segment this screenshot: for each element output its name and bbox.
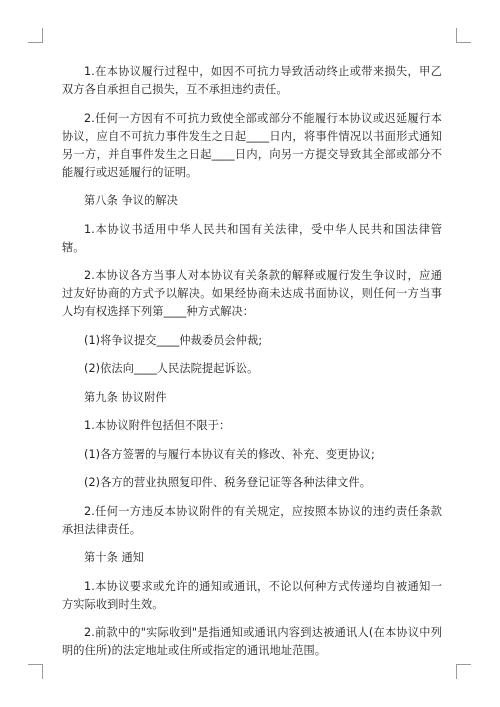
crop-mark-top-right [456,28,471,43]
section-heading-article-10: 第十条 通知 [84,551,145,564]
section-heading-article-8: 第八条 争议的解决 [84,194,178,207]
section-heading-article-9: 第九条 协议附件 [84,390,167,404]
paragraph-annex-intro: 1.本协议附件包括但不限于： [84,419,231,432]
paragraph-annex-violation: 2.任何一方违反本协议附件的有关规定，应按照本协议的违约责任条款承担法律责任。 [62,504,442,536]
crop-mark-bottom-right [456,664,471,679]
paragraph-force-majeure-1: 1.在本协议履行过程中，如因不可抗力导致活动终止或带来损失，甲乙双方各自承担自己损失，互不承担违约责任。 [62,65,442,96]
paragraph-notice-actual-receipt: 2.前款中的"实际收到"是指通知或通讯内容到达被通讯人(在本协议中列明的住所)的法定地址或住所或指定的通讯地址范围。 [62,626,442,657]
paragraph-governing-law: 1.本协议书适用中华人民共和国有关法律，受中华人民共和国法律管辖。 [62,222,442,254]
paragraph-force-majeure-2: 2.任何一方因有不可抗力致使全部或部分不能履行本协议或迟延履行本协议，应自不可抗力事件发生之日起____日内，将事件情况以书面形式通知另一方，并自事件发生之日起____日内，向另一方提交导致其全部或部分不能履行或迟延履行的证明。 [62,111,442,179]
paragraph-annex-item-1: (1)各方签署的与履行本协议有关的修改、补充、变更协议; [84,447,375,461]
crop-mark-top-left [28,28,43,43]
paragraph-arbitration-option: (1)将争议提交____仲裁委员会仲裁; [84,333,263,347]
paragraph-litigation-option: (2)依法向____人民法院提起诉讼。 [84,362,259,375]
crop-mark-bottom-left [28,664,43,679]
paragraph-notice-effective: 1.本协议要求或允许的通知或通讯，不论以何种方式传递均自被通知一方实际收到时生效。 [62,579,442,611]
document-body [62,63,442,671]
paragraph-dispute-resolution: 2.本协议各方当事人对本协议有关条款的解释或履行发生争议时，应通过友好协商的方式予以解决。如果经协商未达成书面协议，则任何一方当事人均有权选择下列第____种方式解决： [62,269,442,318]
paragraph-annex-item-2: (2)各方的营业执照复印件、税务登记证等各种法律文件。 [84,476,372,489]
